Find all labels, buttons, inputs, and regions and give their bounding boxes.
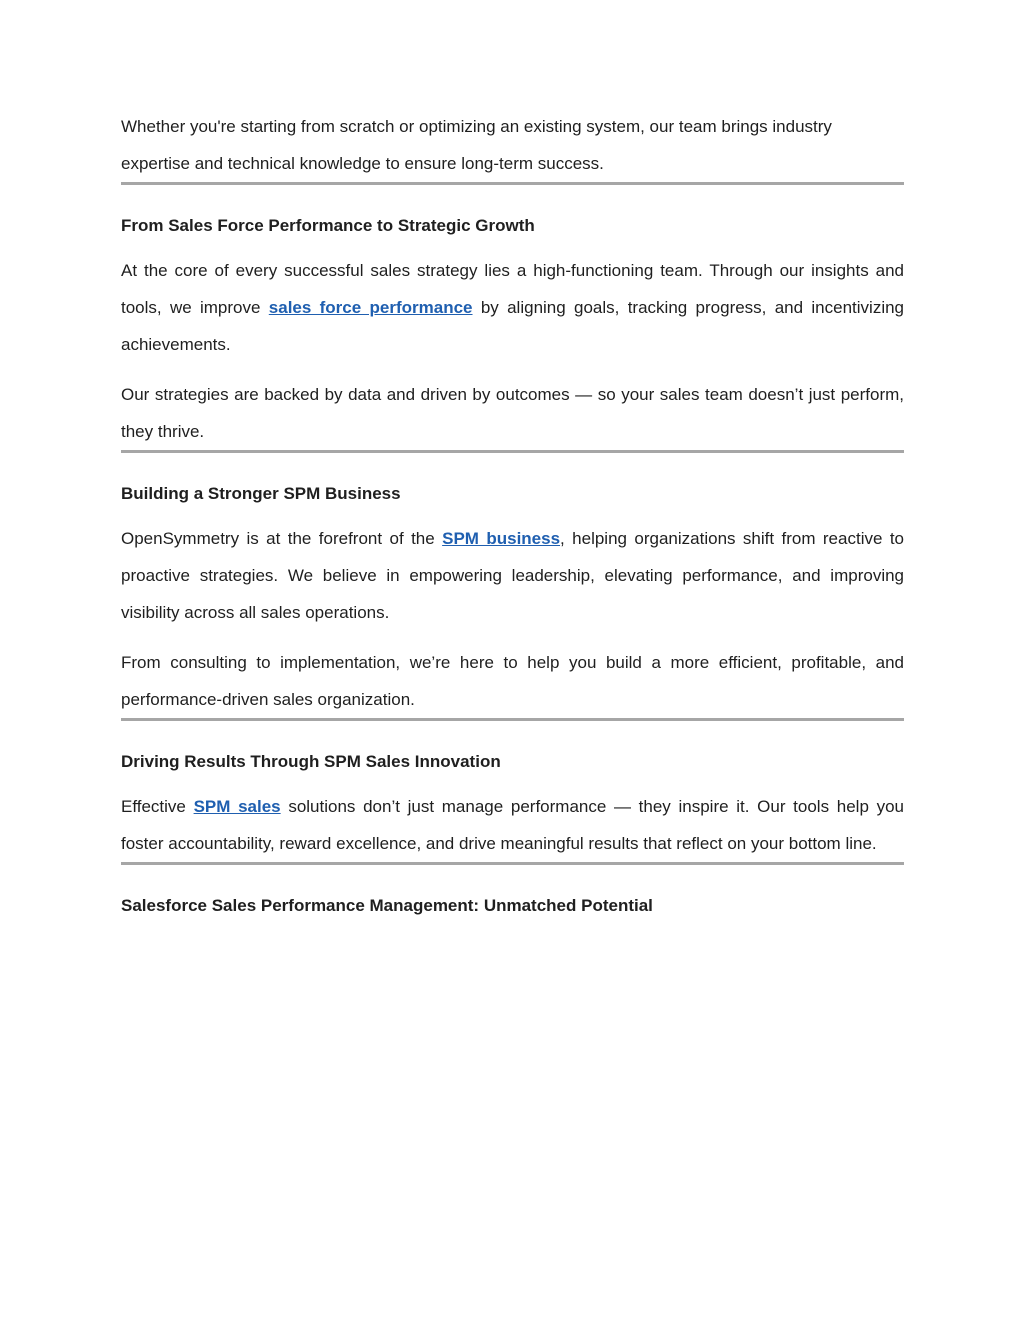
paragraph-text: solutions don’t just manage performance — they inspire it. Our tools help you foster accountability, reward excellence, and drive meaningful results that reflect on your bottom line.: [121, 797, 904, 853]
section-paragraph: [121, 788, 904, 862]
section-heading-spm-business: Building a Stronger SPM Business: [121, 484, 401, 503]
paragraph-text: Effective: [121, 797, 194, 816]
section-paragraph: [121, 520, 904, 631]
section-divider: [121, 182, 904, 185]
paragraph-text: by aligning goals, tracking progress, and incentivizing achievements.: [121, 298, 905, 354]
section-divider: [121, 450, 904, 453]
section-divider: [121, 718, 904, 721]
section-paragraph: Our strategies are backed by data and driven by outcomes — so your sales team doesn’t just perform, they thrive.: [121, 385, 904, 441]
section-heading-sales-force-performance: From Sales Force Performance to Strategic Growth: [121, 216, 535, 235]
sales-force-performance-link[interactable]: sales force performance: [268, 298, 473, 317]
spm-sales-link[interactable]: SPM sales: [193, 797, 281, 816]
paragraph-text: , helping organizations shift from reactive to proactive strategies. We believe in empowering leadership, elevating performance, and improving visibility across all sales operations.: [121, 529, 905, 622]
section-paragraph: From consulting to implementation, we’re here to help you build a more efficient, profitable, and performance-driven sales organization.: [121, 653, 904, 709]
section-heading-salesforce-spm: Salesforce Sales Performance Management: Unmatched Potential: [121, 896, 653, 915]
section-heading-spm-sales-innovation: Driving Results Through SPM Sales Innovation: [121, 752, 501, 771]
intro-paragraph: Whether you're starting from scratch or optimizing an existing system, our team brings industry expertise and technical knowledge to ensure long-term success.: [121, 117, 832, 173]
document-page: [121, 108, 904, 919]
paragraph-text: OpenSymmetry is at the forefront of the: [121, 529, 443, 548]
paragraph-text: At the core of every successful sales strategy lies a high-functioning team. Through our insights and tools, we improve: [121, 261, 904, 317]
spm-business-link[interactable]: SPM business: [442, 529, 561, 548]
section-paragraph: [121, 252, 904, 363]
section-divider: [121, 862, 904, 865]
